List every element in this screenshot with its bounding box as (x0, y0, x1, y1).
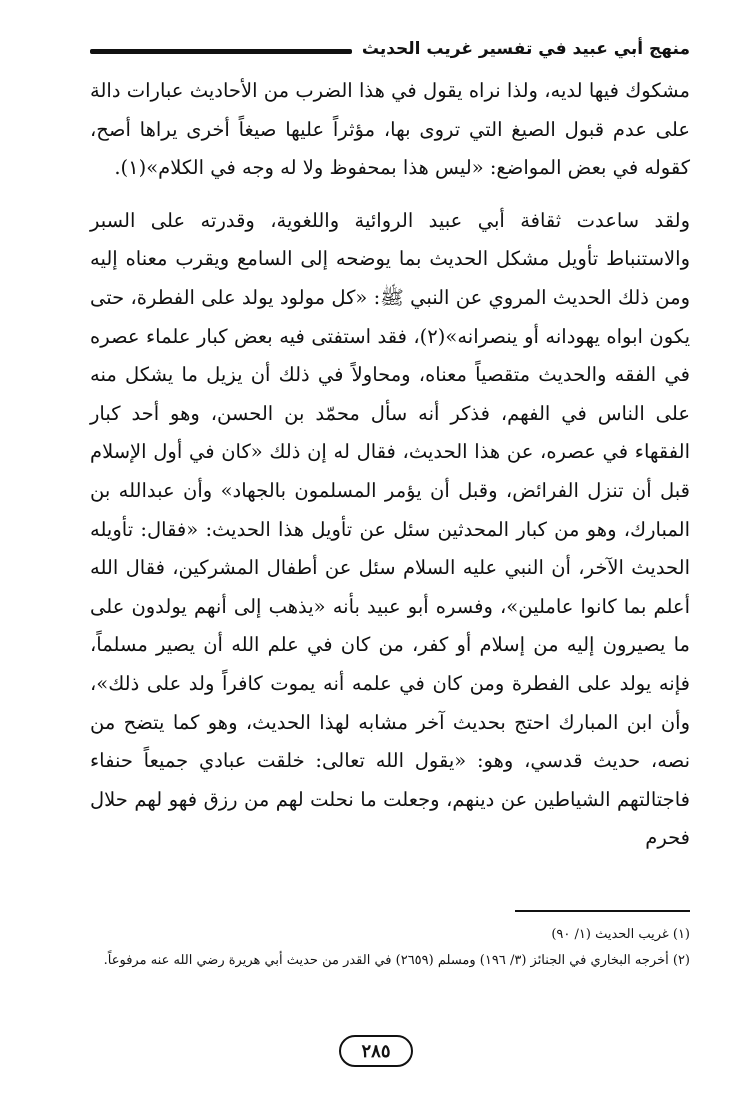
footnote-2: (٢) أخرجه البخاري في الجنائز (٣/ ١٩٦) ومسلم (٢٦٥٩) في القدر من حديث أبي هريرة رضي الله عنه مرفوعاً. (103, 953, 690, 968)
page-number: ٢٨٥ (339, 1035, 413, 1067)
paragraph-2: ولقد ساعدت ثقافة أبي عبيد الروائية واللغوية، وقدرته على السبر والاستنباط تأويل مشكل الحديث بما يوضحه إلى السامع ويقرب معناه إليه ومن ذلك الحديث المروي عن النبي ﷺ: «كل مولود يولد على الفطرة، حتى يكون ابواه يهودانه أو ينصرانه»(٢)، فقد استفتى فيه بعض كبار علماء عصره في الفقه والحديث متقصياً معناه، ومحاولاً في ذلك أن يزيل ما يشكل منه على الناس في الفهم، فذكر أنه سأل محمّد بن الحسن، وهو أحد كبار الفقهاء في عصره، عن هذا الحديث، فقال له إن ذلك «كان في أول الإسلام قبل أن تنزل الفرائض، وقبل أن يؤمر المسلمون بالجهاد» وأن عبدالله بن المبارك، وهو من كبار المحدثين سئل عن تأويل هذا الحديث: «فقال: تأويله الحديث الآخر، أن النبي عليه السلام سئل عن أطفال المشركين، فقال الله أعلم بما كانوا عاملين»، وفسره أبو عبيد بأنه «يذهب إلى أنهم يولدون على ما يصيرون إليه من إسلام أو كفر، من كان في علم الله أن يصير مسلماً، فإنه يولد على الفطرة ومن كان في علمه أنه يموت كافراً ولد على ذلك»، وأن ابن المبارك احتج بحديث آخر مشابه لهذا الحديث، وهو كما يتضح من نصه، حديث قدسي، وهو: «يقول الله تعالى: خلقت عبادي جميعاً حنفاء فاجتالتهم الشياطين عن دينهم، وجعلت ما نحلت لهم من رزق فهو لهم حلال فحرم (90, 208, 691, 850)
footnote-1: (١) غريب الحديث (١/ ٩٠) (551, 927, 690, 942)
header-rule (90, 49, 352, 54)
running-header (90, 36, 690, 62)
body-text (90, 72, 690, 858)
footnote-separator (515, 910, 690, 912)
footnotes (90, 922, 690, 974)
header-title: منهج أبي عبيد في تفسير غريب الحديث (361, 39, 690, 59)
paragraph-1: مشكوك فيها لديه، ولذا نراه يقول في هذا الضرب من الأحاديث عبارات دالة على عدم قبول الصيغ التي تروى بها، مؤثراً عليها صيغاً أخرى يراها أصح، كقوله في بعض المواضع: «ليس هذا بمحفوظ ولا له وجه في الكلام»(١). (90, 79, 690, 180)
